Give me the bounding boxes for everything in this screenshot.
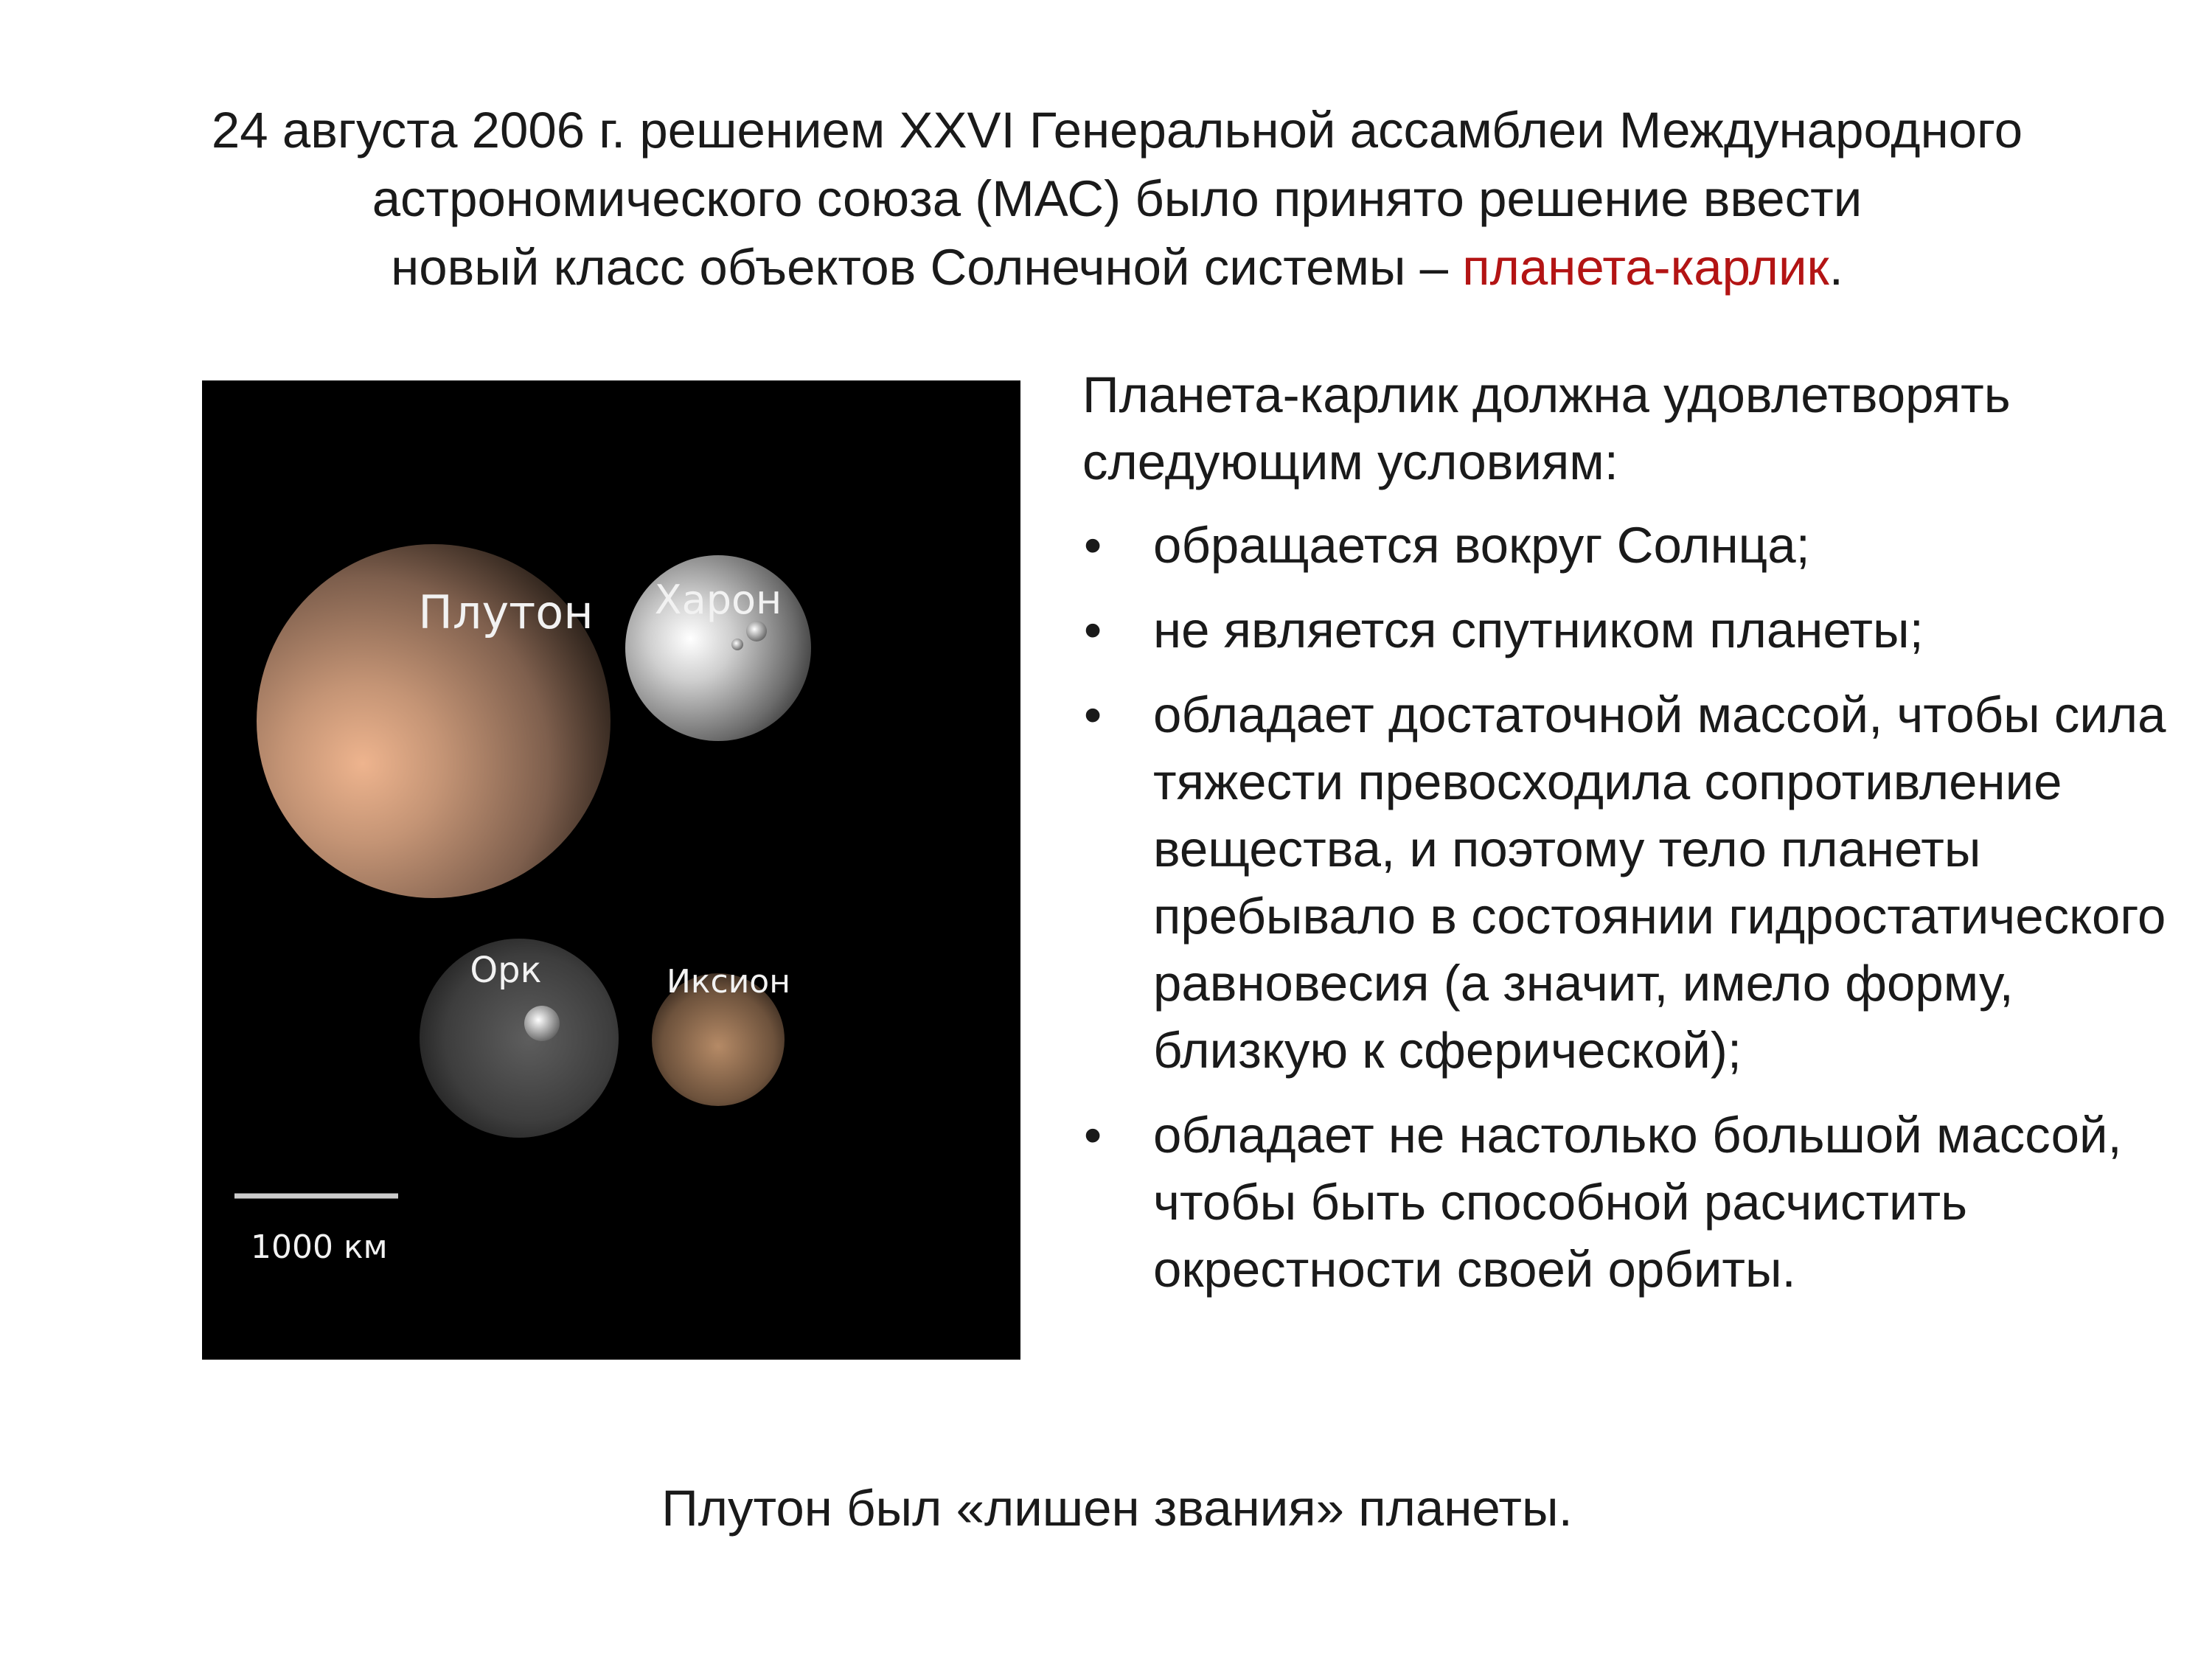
dwarf-planets-figure bbox=[202, 380, 1020, 1360]
condition-text: обладает достаточной массой, чтобы сила тяжести превосходила сопротивление вещества, и поэтому тело планеты пребывало в состоянии гидростатического равновесия (а значит, имело форму, близкую к сферической); bbox=[1153, 686, 2166, 1079]
bullet-icon: • bbox=[1084, 602, 1102, 658]
highlight-term: планета-карлик bbox=[1462, 239, 1829, 296]
footer-note: Плутон был «лишен звания» планеты. bbox=[661, 1480, 1573, 1537]
conditions-list bbox=[1082, 512, 2188, 1303]
label-ixion: Иксион bbox=[667, 963, 790, 1001]
label-orcus: Орк bbox=[470, 950, 542, 991]
condition-text: обладает не настолько большой массой, чтобы быть способной расчистить окрестности своей орбиты. bbox=[1153, 1107, 2122, 1298]
condition-item bbox=[1082, 1102, 2188, 1303]
title-line-3-start: новый класс объектов Солнечной системы – bbox=[391, 239, 1463, 296]
condition-item bbox=[1082, 597, 2188, 664]
bullet-icon: • bbox=[1084, 686, 1102, 743]
label-pluto: Плутон bbox=[418, 585, 594, 639]
dwarf-planets-illustration bbox=[202, 380, 1020, 1360]
label-charon: Харон bbox=[654, 577, 782, 623]
conditions-intro: Планета-карлик должна удовлетворять следующим условиям: bbox=[1082, 366, 2011, 490]
scale-label: 1000 км bbox=[251, 1228, 388, 1266]
charon-moon-small bbox=[746, 621, 767, 641]
condition-item bbox=[1082, 512, 2188, 579]
condition-text: не является спутником планеты; bbox=[1153, 602, 1924, 658]
condition-item bbox=[1082, 681, 2188, 1084]
title-line-2: астрономического союза (МАС) было принято решение ввести bbox=[372, 170, 1863, 227]
title-line-1: 24 августа 2006 г. решением XXVI Генеральной ассамблеи Международного bbox=[211, 102, 2023, 159]
title-line-3 bbox=[74, 233, 2160, 302]
conditions-block bbox=[1082, 361, 2188, 1321]
condition-text: обращается вокруг Солнца; bbox=[1153, 517, 1810, 574]
charon-moon-tiny bbox=[731, 639, 743, 650]
title-line-3-end: . bbox=[1829, 239, 1843, 296]
orcus-moon bbox=[524, 1006, 560, 1041]
bullet-icon: • bbox=[1084, 517, 1102, 574]
bullet-icon: • bbox=[1084, 1107, 1102, 1164]
slide-title bbox=[74, 96, 2160, 302]
